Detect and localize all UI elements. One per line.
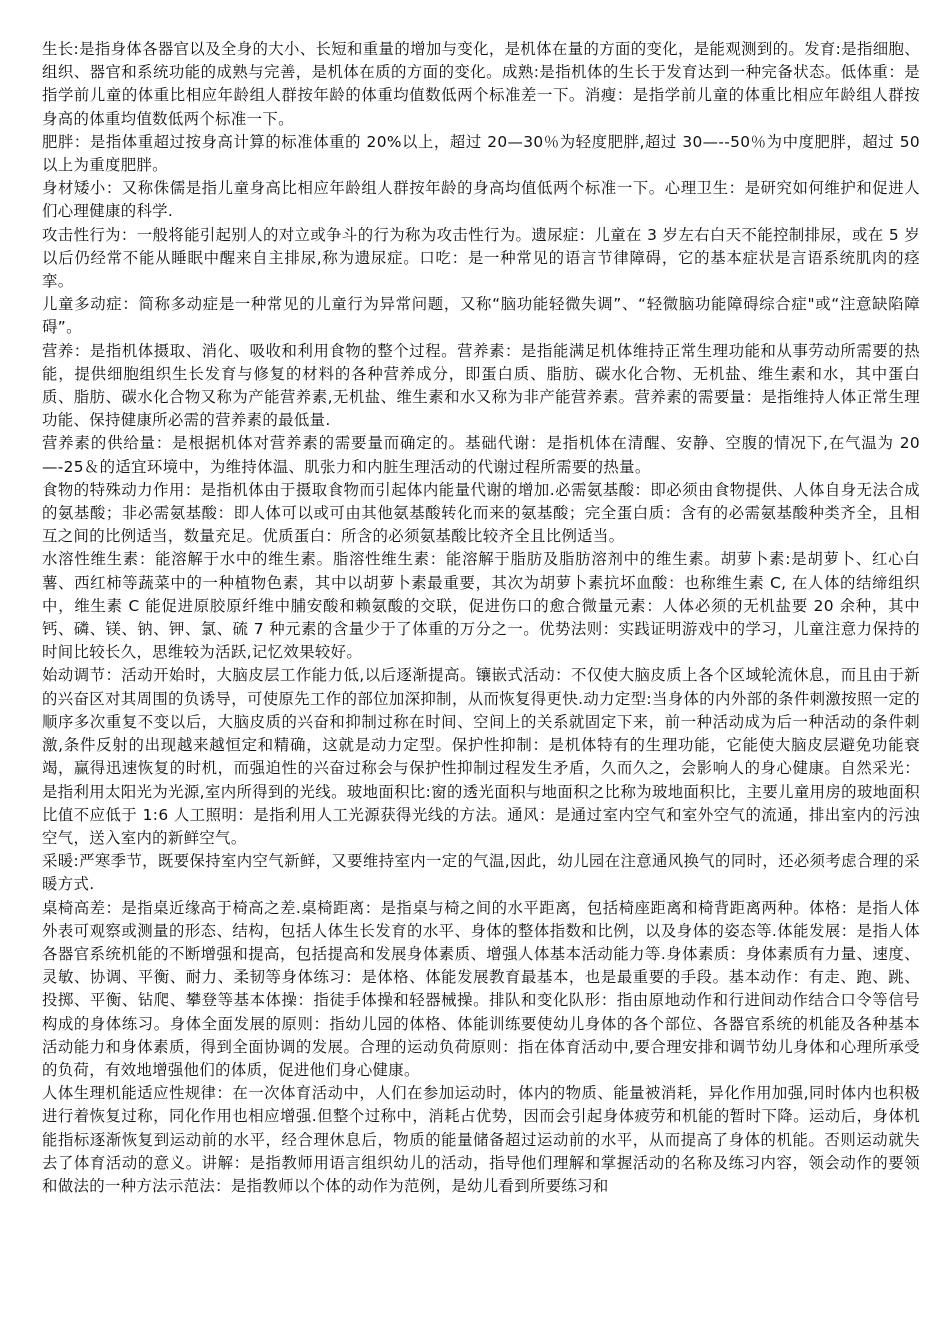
paragraph-vitamins: 水溶性维生素：能溶解于水中的维生素。脂溶性维生素：能溶解于脂肪及脂肪溶剂中的维生素。胡萝卜素:是胡萝卜、红心白薯、西红柿等蔬菜中的一种植物色素，其中以胡萝卜素最重要，其次为胡萝卜素抗坏血酸：也称维生素 C, 在人体的结缔组织中，维生素 C 能促进原胶原纤维中脯安酸和赖氨酸的交联，促进伤口的愈合微量元素：人体必须的无机盐要 20 余种，其中钙、磷、镁、钠、钾、氯、硫 7 种元素的含量少于了体重的万分之一。优势法则：实践证明游戏中的学习，儿童注意力保持的时间比较长久，思维较为活跃,记忆效果较好。 <box>42 550 920 662</box>
paragraph-growth-development: 生长:是指身体各器官以及全身的大小、长短和重量的增加与变化，是机体在量的方面的变化，是能观测到的。发育:是指细胞、组织、器官和系统功能的成熟与完善，是机体在质的方面的变化。成熟:是指机体的生长于发育达到一种完备状态。低体重：是指学前儿童的体重比相应年龄组人群按年龄的体重均值数低两个标准差一下。消瘦：是指学前儿童的体重比相应年龄组人群按身高的体重均值数低两个标准一下。 <box>42 40 920 128</box>
paragraph-short-stature: 身材矮小：又称侏儒是指儿童身高比相应年龄组人群按年龄的身高均值低两个标准一下。心理卫生：是研究如何维护和促进人们心理健康的科学. <box>42 179 920 221</box>
paragraph-physical-education: 桌椅高差：是指桌近缘高于椅高之差.桌椅距离：是指桌与椅之间的水平距离，包括椅座距离和椅背距离两种。体格：是指人体外表可观察或测量的形态、结构，包括人体生长发育的水平、身体的整体指数和比例，以及身体的姿态等.体能发展：是指人体各器官系统机能的不断增强和提高，包括提高和发展身体素质、增强人体基本活动能力等.身体素质：身体素质有力量、速度、灵敏、协调、平衡、耐力、柔韧等身体练习：是体格、体能发展教育最基本，也是最重要的手段。基本动作：有走、跑、跳、投掷、平衡、钻爬、攀登等基本体操：指徒手体操和轻器械操。排队和变化队形：指由原地动作和行进间动作结合口令等信号构成的身体练习。身体全面发展的原则：指幼儿园的体格、体能训练要使幼儿身体的各个部位、各器官系统的机能及各种基本活动能力和身体素质，得到全面协调的发展。合理的运动负荷原则：指在体育活动中,要合理安排和调节幼儿身体和心理所承受的负荷，有效地增强他们的体质，促进他们身心健康。 <box>42 898 920 1079</box>
paragraph-physiological-adaptation: 人体生理机能适应性规律：在一次体育活动中，人们在参加运动时，体内的物质、能量被消耗，异化作用加强,同时体内也积极进行着恢复过称，同化作用也相应增强.但整个过称中，消耗占优势，因而会引起身体疲劳和机能的暂时下降。运动后，身体机能指标逐渐恢复到运动前的水平，经合理休息后，物质的能量储备超过运动前的水平，从而提高了身体的机能。否则运动就失去了体育活动的意义。讲解：是指教师用语言组织幼儿的活动，指导他们理解和掌握活动的名称及练习内容，领会动作的要领和做法的一种方法示范法：是指教师以个体的动作为范例，是幼儿看到所要练习和 <box>42 1084 920 1195</box>
paragraph-obesity: 肥胖：是指体重超过按身高计算的标准体重的 20%以上，超过 20—30％为轻度肥胖,超过 30—--50％为中度肥胖，超过 50 以上为重度肥胖。 <box>42 132 920 175</box>
paragraph-aggressive-behavior: 攻击性行为：一般将能引起别人的对立或争斗的行为称为攻击性行为。遗尿症：儿童在 3 岁左右白天不能控制排尿，或在 5 岁以后仍经常不能从睡眠中醒来自主排尿,称为遗尿症。口吃：是一种常见的语言节律障碍，它的基本症状是言语系统肌肉的痉挛。 <box>42 225 920 291</box>
paragraph-brain-activity: 始动调节：活动开始时，大脑皮层工作能力低,以后逐渐提高。镶嵌式活动：不仅使大脑皮质上各个区域轮流休息，而且由于新的兴奋区对其周围的负诱导，可使原先工作的部位加深抑制，从而恢复得更快.动力定型:当身体的内外部的条件刺激按照一定的顺序多次重复不变以后，大脑皮质的兴奋和抑制过称在时间、空间上的关系就固定下来，前一种活动成为后一种活动的条件刺激,条件反射的出现越来越恒定和精确，这就是动力定型。保护性抑制：是机体特有的生理功能，它能使大脑皮层避免功能衰竭，赢得迅速恢复的时机，而强迫性的兴奋过称会与保护性抑制过程发生矛盾，久而久之，会影响人的身心健康。自然采光：是指利用太阳光为光源,室内所得到的光线。玻地面积比:窗的透光面积与地面积之比称为玻地面积比，主要儿童用房的玻地面积比值不应低于 1:6 人工照明：是指利用人工光源获得光线的方法。通风：是通过室内空气和室外空气的流通，排出室内的污浊空气，送入室内的新鲜空气。 <box>42 666 920 847</box>
paragraph-heating: 采暖:严寒季节，既要保持室内空气新鲜，又要维持室内一定的气温,因此，幼儿园在注意通风换气的同时，还必须考虑合理的采暖方式. <box>42 852 920 894</box>
paragraph-nutrient-supply: 营养素的供给量：是根据机体对营养素的需要量而确定的。基础代谢：是指机体在清醒、安静、空腹的情况下,在气温为 20—-25＆的适宜环境中，为维持体温、肌张力和内脏生理活动的代谢过程所需要的热量。 <box>42 434 920 476</box>
paragraph-nutrition: 营养：是指机体摄取、消化、吸收和利用食物的整个过程。营养素：是指能满足机体维持正常生理功能和从事劳动所需要的热能，提供细胞组织生长发育与修复的材料的各种营养成分，即蛋白质、脂肪、碳水化合物、无机盐、维生素和水，其中蛋白质、脂肪、碳水化合物又称为产能营养素,无机盐、维生素和水又称为非产能营养素。营养素的需要量：是指维持人体正常生理功能、保持健康所必需的营养素的最低量. <box>42 341 920 430</box>
paragraph-amino-acids: 食物的特殊动力作用：是指机体由于摄取食物而引起体内能量代谢的增加.必需氨基酸：即必须由食物提供、人体自身无法合成的氨基酸；非必需氨基酸：即人体可以或可由其他氨基酸转化而来的氨基酸；完全蛋白质：含有的必需氨基酸种类齐全，且相互之间的比例适当，数量充足。优质蛋白：所含的必须氨基酸比较齐全且比例适当。 <box>42 480 920 546</box>
paragraph-adhd: 儿童多动症：简称多动症是一种常见的儿童行为异常问题，又称“脑功能轻微失调”、“轻微脑功能障碍综合症"或“注意缺陷障碍”。 <box>42 295 920 337</box>
